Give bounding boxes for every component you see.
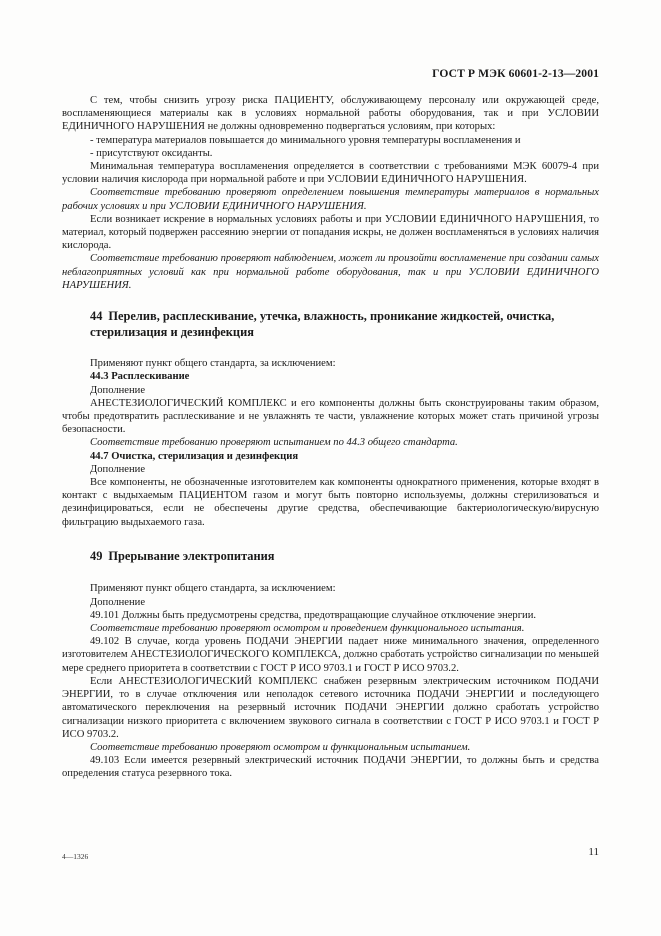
page-number: 11 (588, 846, 599, 858)
compliance-note: Соответствие требованию проверяют определением повышения температуры материалов в нормальных рабочих условиях и при УСЛОВИИ ЕДИНИЧНОГО НАРУШЕНИЯ. (62, 187, 599, 212)
paragraph: 49.102 В случае, когда уровень ПОДАЧИ ЭНЕРГИИ падает ниже минимального значения, определенного изготовителем АНЕСТЕЗИОЛОГИЧЕСКОГО КОМПЛЕКСА, должно сработать устройство сигнализации по меньшей мере среднего приоритета в соответствии с ГОСТ Р ИСО 9703.1 и ГОСТ Р ИСО 9703.2. (62, 636, 599, 674)
section-title: Прерывание электропитания (108, 548, 275, 563)
section-49-heading (62, 549, 599, 565)
addition-label: Дополнение (90, 384, 146, 396)
paragraph: Если АНЕСТЕЗИОЛОГИЧЕСКИЙ КОМПЛЕКС снабжен резервным электрическим источником ПОДАЧИ ЭНЕРГИИ, то в случае отключения или неполадок сетевого источника ПОДАЧИ ЭНЕРГИИ и последующего автоматического переключения на резервный источник ПОДАЧИ ЭНЕРГИИ должно сработать устройство сигнализации низкого приоритета с включением звукового сигнала в соответствии с ГОСТ Р ИСО 9703.1 и ГОСТ Р ИСО 9703.2. (62, 675, 599, 740)
list-item: - температура материалов повышается до минимального уровня температуры воспламенения и (90, 134, 521, 146)
subsection-heading: 44.3 Расплескивание (90, 371, 190, 383)
paragraph: Применяют пункт общего стандарта, за исключением: (90, 358, 336, 370)
document-header: ГОСТ Р МЭК 60601-2-13—2001 (432, 67, 599, 80)
paragraph: С тем, чтобы снизить угрозу риска ПАЦИЕНТУ, обслуживающему персоналу или окружающей среде, воспламеняющиеся материалы как в условиях нормальной работы оборудования, так и при УСЛОВИИ ЕДИНИЧНОГО НАРУШЕНИЯ не должны одновременно подвергаться условиям, при которых: (62, 95, 599, 133)
page-content (62, 94, 599, 781)
paragraph: Применяют пункт общего стандарта, за исключением: (90, 583, 336, 595)
paragraph: Минимальная температура воспламенения определяется в соответствии с требованиями МЭК 60079-4 при условии наличия кислорода при нормальной работе и при УСЛОВИИ ЕДИНИЧНОГО НАРУШЕНИЯ. (62, 161, 599, 186)
print-code: 4—1326 (62, 852, 89, 861)
section-44-heading (62, 309, 599, 340)
paragraph: 49.103 Если имеется резервный электрический источник ПОДАЧИ ЭНЕРГИИ, то должны быть и средства определения статуса резервного тока. (62, 755, 599, 780)
addition-label: Дополнение (90, 463, 146, 475)
section-number: 44 (90, 309, 103, 324)
paragraph: Если возникает искрение в нормальных условиях работы и при УСЛОВИИ ЕДИНИЧНОГО НАРУШЕНИЯ, то материал, который подвержен рассеянию энергии от попадания искры, не должен воспламеняться в условиях наличия кислорода. (62, 213, 599, 252)
paragraph: АНЕСТЕЗИОЛОГИЧЕСКИЙ КОМПЛЕКС и его компоненты должны быть сконструированы таким образом, чтобы предотвратить расплескивание и не увлажнять те части, увлажнение которых может стать причиной угрозы безопасности. (62, 397, 599, 436)
compliance-note: Соответствие требованию проверяют наблюдением, может ли произойти воспламенение при создании самых неблагоприятных условий как при нормальной работе оборудования, так и при УСЛОВИИ ЕДИНИЧНОГО НАРУШЕНИЯ. (62, 253, 599, 291)
compliance-note: Соответствие требованию проверяют осмотром и функциональным испытанием. (90, 741, 471, 753)
compliance-note: Соответствие требованию проверяют испытанием по 44.3 общего стандарта. (90, 437, 458, 449)
section-number: 49 (90, 548, 103, 563)
subsection-heading: 44.7 Очистка, стерилизация и дезинфекция (90, 450, 299, 462)
addition-label: Дополнение (90, 596, 146, 608)
paragraph: Все компоненты, не обозначенные изготовителем как компоненты однократного применения, которые входят в контакт с выдыхаемым ПАЦИЕНТОМ газом и могут быть повторно используемы, должны стерилизоваться и дезинфицироваться, если не обеспечены другие средства, обеспечивающие бактериологическую/вирусную фильтрацию выдыхаемого газа. (62, 477, 599, 528)
compliance-note: Соответствие требованию проверяют осмотром и проведением функционального испытания. (90, 623, 525, 635)
paragraph: 49.101 Должны быть предусмотрены средства, предотвращающие случайное отключение энергии. (90, 609, 537, 621)
section-title: Перелив, расплескивание, утечка, влажность, проникание жидкостей, очистка, стерилизация и дезинфекция (90, 309, 555, 339)
list-item: - присутствуют оксиданты. (90, 147, 213, 159)
